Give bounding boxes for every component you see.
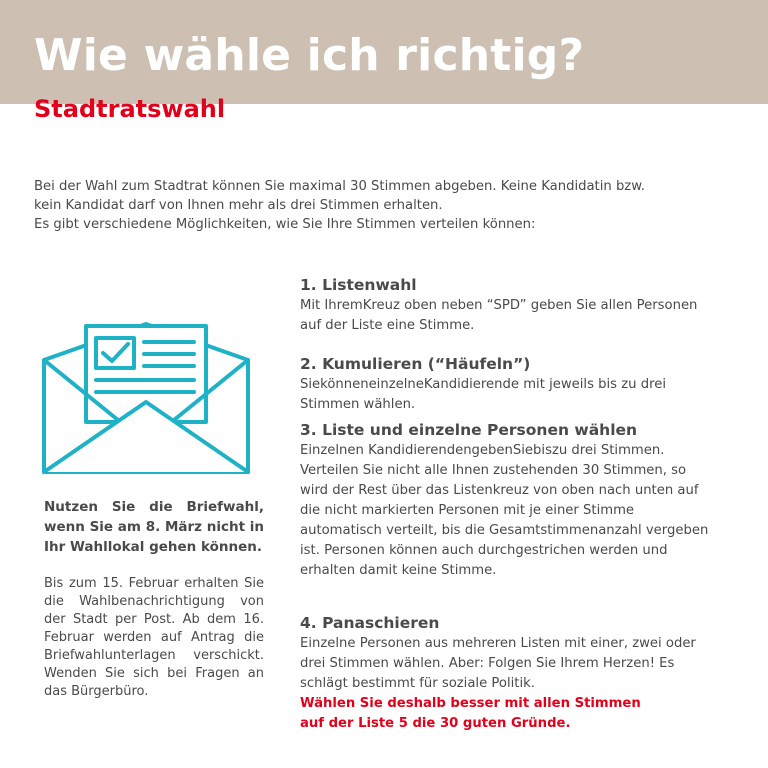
section-text (300, 441, 740, 581)
page-title: Wie wähle ich richtig? (34, 30, 585, 81)
text-line: ist. Personen können auch durchgestrichen werden und (300, 543, 668, 558)
intro-line: Bei der Wahl zum Stadtrat können Sie maximal 30 Stimmen abgeben. Keine Kandidatin bzw. (34, 179, 646, 194)
text-line: SiekönneneinzelneKandidierende mit jeweils bis zu drei (300, 377, 666, 392)
section-heading: 1. Listenwahl (300, 276, 417, 294)
section-heading: 4. Panaschieren (300, 614, 440, 632)
text-line: die nicht markierten Personen mit je einer Stimme (300, 503, 635, 518)
section-heading: 2. Kumulieren (“Häufeln”) (300, 355, 531, 373)
text-line: schlägt bestimmt für soziale Politik. (300, 676, 535, 691)
text-line: automatisch verteilt, bis die Gesamtstimmenanzahl vergeben (300, 523, 709, 538)
section-text (300, 296, 740, 336)
text-line: wird der Rest über das Listenkreuz von oben nach unten auf (300, 483, 699, 498)
highlight-text (300, 694, 740, 734)
section-liste-und-personen (300, 419, 740, 581)
section-panaschieren (300, 612, 740, 734)
intro-line: kein Kandidat darf von Ihnen mehr als drei Stimmen erhalten. (34, 198, 443, 213)
section-text (300, 375, 740, 415)
text-line: erhalten damit keine Stimme. (300, 563, 497, 578)
intro-text (34, 177, 734, 234)
text-line: drei Stimmen wählen. Aber: Folgen Sie Ihrem Herzen! Es (300, 656, 675, 671)
section-listenwahl (300, 274, 740, 336)
text-line: Mit IhremKreuz oben neben “SPD” geben Sie allen Personen (300, 298, 698, 313)
intro-line: Es gibt verschiedene Möglichkeiten, wie Sie Ihre Stimmen verteilen können: (34, 217, 536, 232)
section-kumulieren (300, 353, 740, 415)
text-line: auf der Liste eine Stimme. (300, 318, 475, 333)
section-text (300, 634, 740, 694)
section-heading: 3. Liste und einzelne Personen wählen (300, 421, 638, 439)
text-line: Verteilen Sie nicht alle Ihnen zustehenden 30 Stimmen, so (300, 463, 687, 478)
text-line: Einzelnen KandidierendengebenSiebiszu drei Stimmen. (300, 443, 665, 458)
page-subtitle: Stadtratswahl (34, 95, 226, 123)
briefwahl-note: Nutzen Sie die Briefwahl, wenn Sie am 8. März nicht in Ihr Wahllokal gehen können. (44, 499, 264, 555)
highlight-line: auf der Liste 5 die 30 guten Gründe. (300, 716, 571, 731)
text-line: Stimmen wählen. (300, 397, 416, 412)
highlight-line: Wählen Sie deshalb besser mit allen Stimmen (300, 696, 641, 711)
briefwahl-info: Bis zum 15. Februar erhalten Sie die Wahlbenachrichtigung von der Stadt per Post. Ab dem 16. Februar werden auf Antrag die Briefwahlunterlagen verschickt. Wenden Sie sich bei Fragen an das Bürgerbüro. (44, 576, 264, 699)
envelope-letter-checkbox-icon (40, 320, 252, 476)
text-line: Einzelne Personen aus mehreren Listen mit einer, zwei oder (300, 636, 696, 651)
